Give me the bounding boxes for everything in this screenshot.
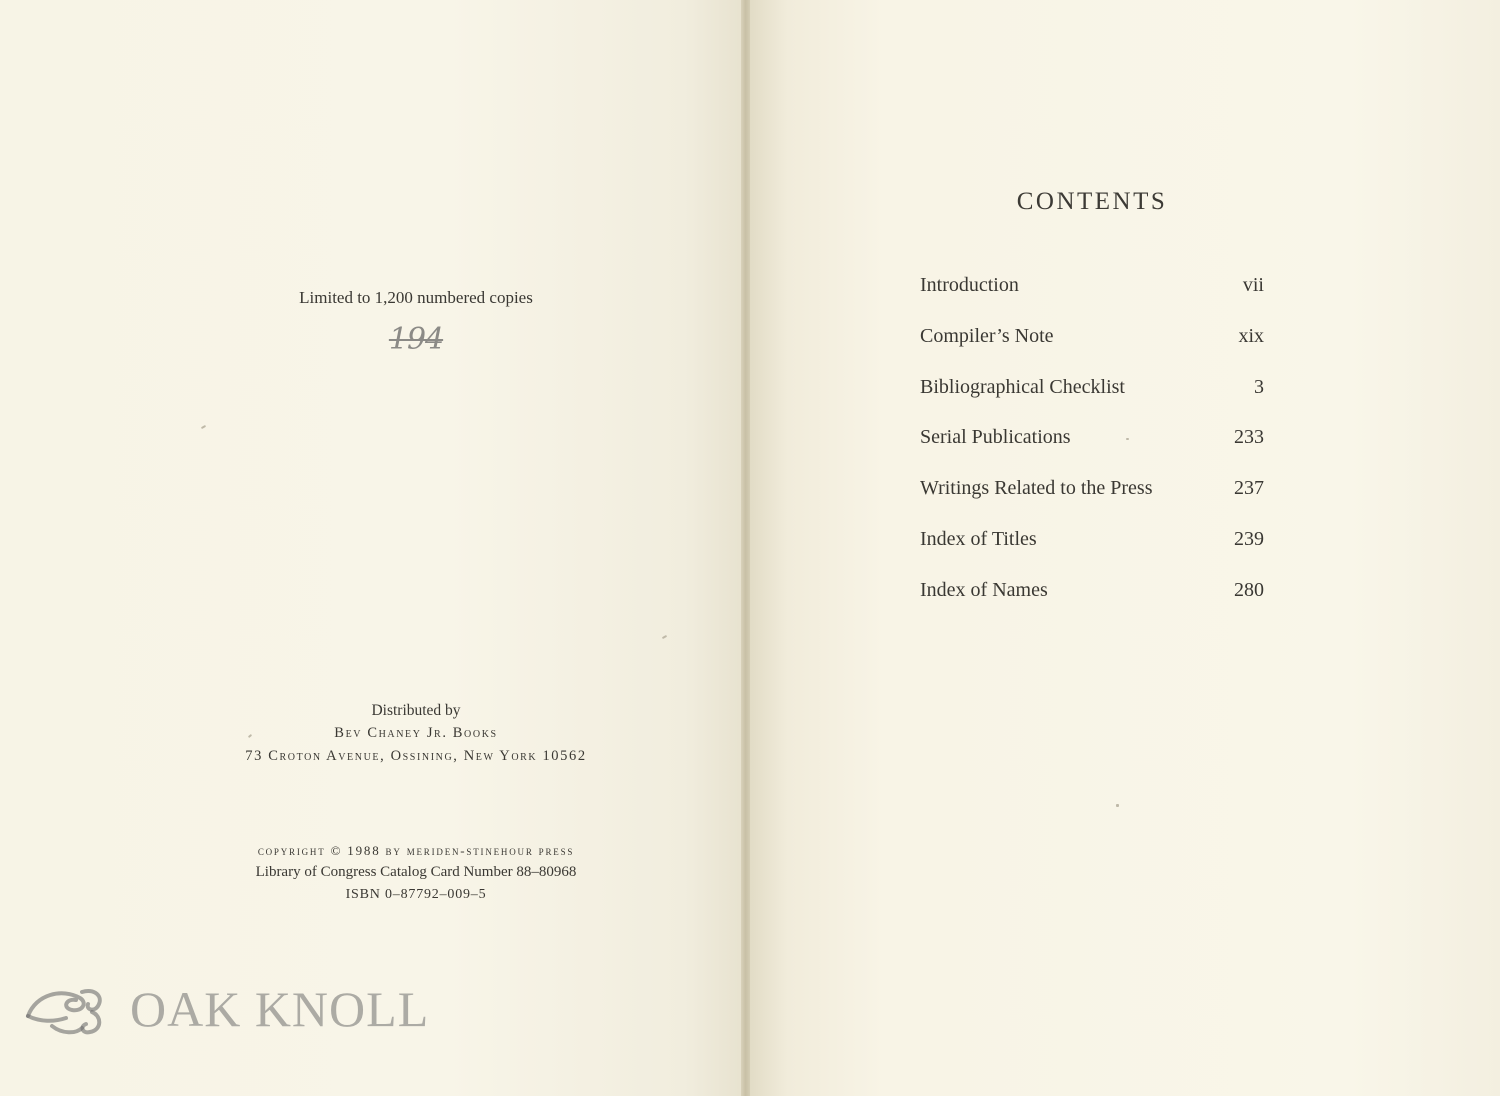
table-of-contents [920,274,1264,630]
toc-entry-page: 3 [1254,375,1264,398]
contents-heading: CONTENTS [1016,188,1168,215]
limitation-statement: Limited to 1,200 numbered copies [299,288,533,307]
isbn-line: ISBN 0–87792–009–5 [345,887,487,902]
distributor-name: Bev Chaney Jr. Books [334,725,498,741]
toc-entry-title: Bibliographical Checklist [920,375,1125,398]
paper-speck [1126,438,1129,440]
oak-knoll-leaf-logo-icon [22,982,108,1038]
toc-entry [920,426,1264,477]
copyright-line: copyright © 1988 by meriden-stinehour press [257,843,575,858]
toc-entry-page: 280 [1234,578,1264,601]
toc-entry-page: vii [1242,274,1264,296]
paper-speck [662,635,667,639]
toc-entry-page: 237 [1234,477,1264,500]
toc-entry-title: Introduction [920,274,1019,296]
toc-entry-title: Index of Titles [920,527,1037,550]
toc-entry-page: xix [1238,324,1264,347]
lccn-line: Library of Congress Catalog Card Number 88–80968 [255,864,577,880]
distributor-address: 73 Croton Avenue, Ossining, New York 10562 [245,748,587,764]
paper-speck [1116,804,1119,807]
toc-entry-title: Writings Related to the Press [920,477,1153,500]
toc-entry [920,528,1264,579]
distributed-by-label: Distributed by [371,702,461,719]
toc-entry [920,579,1264,630]
left-page [0,0,744,1096]
toc-entry-page: 239 [1234,527,1264,550]
toc-entry-title: Index of Names [920,578,1048,601]
oak-knoll-watermark [22,980,462,1040]
toc-entry-title: Compiler’s Note [920,324,1054,347]
toc-entry [920,325,1264,376]
oak-knoll-watermark-text: OAK KNOLL [130,981,430,1037]
handwritten-copy-number [116,322,716,357]
copy-number-value: 194 [388,322,444,357]
paper-speck [201,425,206,429]
toc-entry-title: Serial Publications [920,426,1071,449]
toc-entry [920,477,1264,528]
toc-entry-page: 233 [1234,426,1264,449]
toc-entry [920,376,1264,427]
toc-entry [920,274,1264,325]
